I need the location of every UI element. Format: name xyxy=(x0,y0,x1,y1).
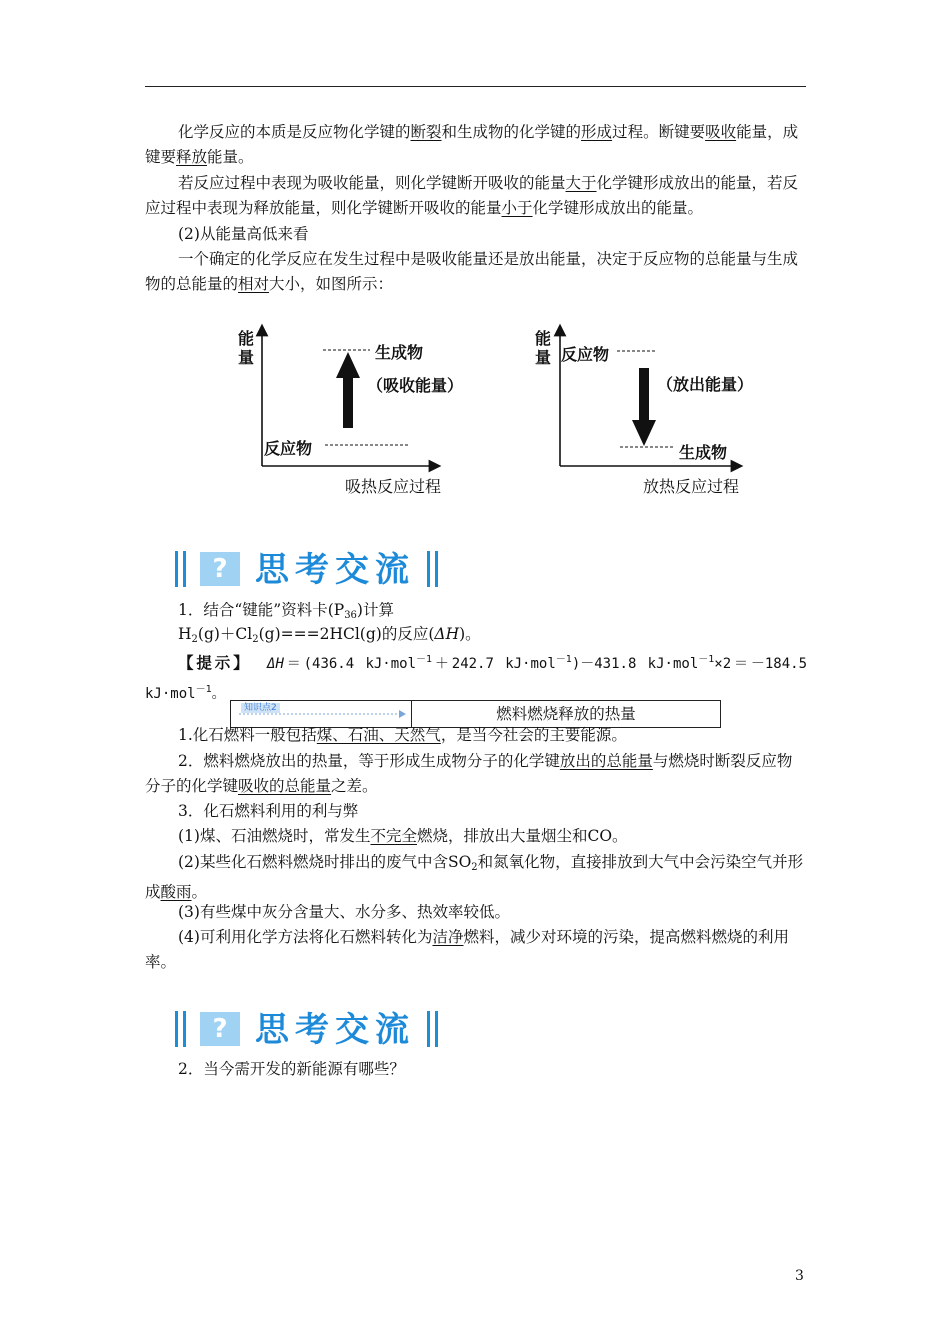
header-rule xyxy=(145,86,806,87)
absorb-arrow-up xyxy=(336,352,360,428)
left-ylabel-1: 能 xyxy=(238,329,255,348)
banner-bar-icon xyxy=(175,551,178,587)
banner-title: 思考交流 xyxy=(255,550,415,590)
banner-bar-icon xyxy=(427,1011,430,1047)
fuel-item-3: 3．化石燃料利用的利与弊 xyxy=(178,802,359,820)
question-2: 2．当今需开发的新能源有哪些？ xyxy=(178,1060,405,1078)
left-note-label: （吸收能量） xyxy=(367,376,464,395)
subheading-energy-level: (2)从能量高低来看 xyxy=(178,225,309,243)
banner-bar-icon xyxy=(435,551,438,587)
right-note-label: （放出能量） xyxy=(657,375,754,394)
paragraph-total-energy: 一个确定的化学反应在发生过程中是吸收能量还是放出能量，决定于反应物的总能量与生成物的总能量的相对大小，如图所示： xyxy=(145,250,799,293)
left-reactant-label: 反应物 xyxy=(264,439,313,458)
right-reactant-label: 反应物 xyxy=(561,345,610,364)
fuel-item-3-4: (4)可利用化学方法将化石燃料转化为洁净燃料，减少对环境的污染，提高燃料燃烧的利用率。 xyxy=(145,928,789,971)
left-xlabel: 吸热反应过程 xyxy=(345,477,442,496)
right-product-label: 生成物 xyxy=(679,443,728,462)
equation-line: $H_2(g)+Cl_2(g)===2HCl(g)$的反应(ΔH)。 xyxy=(178,625,481,645)
left-ylabel-2: 量 xyxy=(238,348,255,367)
release-arrow-down xyxy=(632,368,656,446)
question-1: 1．结合“键能”资料卡$(P_{36})$计算 xyxy=(178,601,394,621)
paragraph-energy-compare: 若反应过程中表现为吸收能量，则化学键断开吸收的能量大于化学键形成放出的能量，若反应过程中表现为释放能量，则化学键断开吸收的能量小于化学键形成放出的能量。 xyxy=(145,174,799,217)
knowledge-point-tag: 知识点2 xyxy=(241,703,280,713)
knowledge-point-title: 燃料燃烧释放的热量 xyxy=(496,705,636,723)
fuel-item-2: 2．燃料燃烧放出的热量，等于形成生成物分子的化学键放出的总能量与燃烧时断裂反应物分子的化学键吸收的总能量之差。 xyxy=(145,752,793,795)
right-ylabel-2: 量 xyxy=(535,348,552,367)
banner-bar-icon xyxy=(183,1011,186,1047)
fuel-item-3-2: (2)某些化石燃料燃烧时排出的废气中含$SO_2$和氮氧化物，直接排放到大气中会污染空气并形成酸雨。 xyxy=(145,853,804,901)
paragraph-bond-nature: 化学反应的本质是反应物化学键的断裂和生成物的化学键的形成过程。断键要吸收能量，成键要释放能量。 xyxy=(145,123,799,166)
left-product-label: 生成物 xyxy=(375,343,424,362)
fuel-item-3-3: (3)有些煤中灰分含量大、水分多、热效率较低。 xyxy=(178,903,510,921)
fuel-item-1: 1.化石燃料一般包括煤、石油、天然气，是当今社会的主要能源。 xyxy=(178,726,627,744)
think-discuss-banner-2 xyxy=(175,1008,445,1052)
banner-bar-icon xyxy=(427,551,430,587)
think-discuss-banner-1 xyxy=(175,548,445,592)
right-xlabel: 放热反应过程 xyxy=(643,477,740,496)
question-mark-icon: ? xyxy=(200,552,240,586)
page-number: 3 xyxy=(795,1268,804,1284)
banner-bar-icon xyxy=(435,1011,438,1047)
banner-bar-icon xyxy=(175,1011,178,1047)
banner-bar-icon xyxy=(183,551,186,587)
banner-title: 思考交流 xyxy=(255,1010,415,1050)
right-ylabel-1: 能 xyxy=(535,329,552,348)
question-mark-icon: ? xyxy=(200,1012,240,1046)
hint-answer: 【提示】 ΔH＝(436.4 kJ·mol$^{-1}$＋242.7 kJ·mol$^{-1}$)－431.8 kJ·mol$^{-1}$×2＝－184.5 kJ·mol$^{-1}$。 xyxy=(145,653,807,702)
fuel-item-3-1: (1)煤、石油燃烧时，常发生不完全燃烧，排放出大量烟尘和CO。 xyxy=(178,827,628,845)
